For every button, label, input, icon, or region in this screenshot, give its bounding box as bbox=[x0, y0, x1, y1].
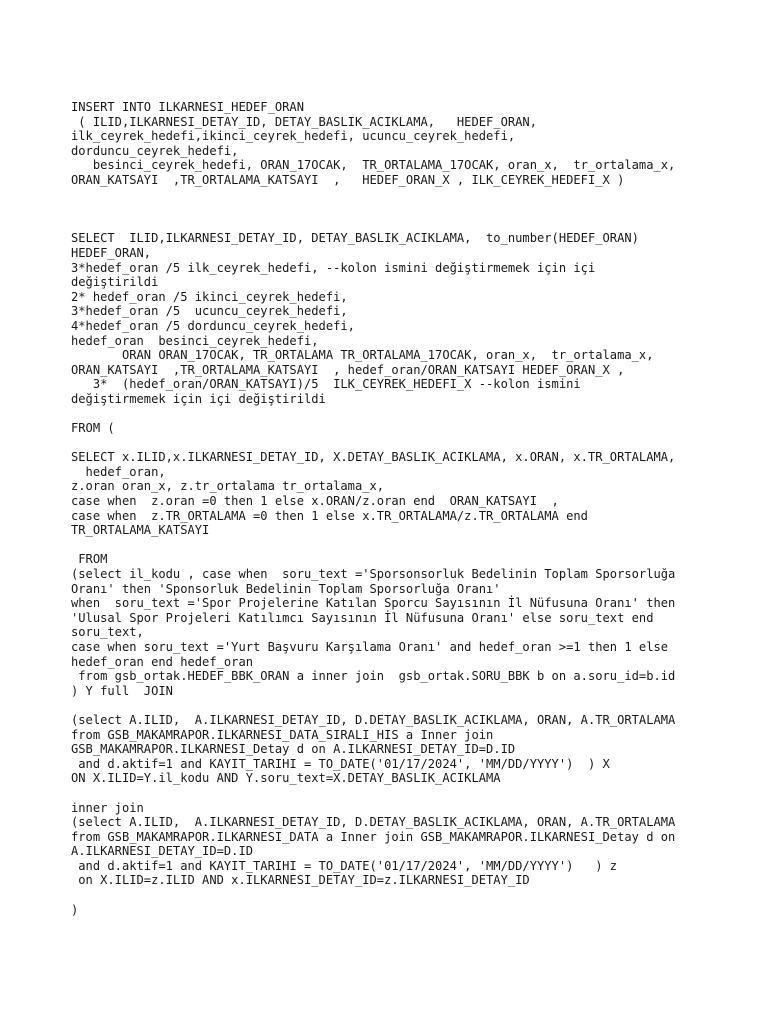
code-line bbox=[71, 406, 711, 421]
code-line: case when z.oran =0 then 1 else x.ORAN/z.oran end ORAN_KATSAYI , bbox=[71, 494, 559, 509]
code-line: 3*hedef_oran /5 ucuncu_ceyrek_hedefi, bbox=[71, 304, 348, 319]
code-line bbox=[71, 888, 711, 903]
code-line: SELECT x.ILID,x.ILKARNESI_DETAY_ID, X.DETAY_BASLIK_ACIKLAMA, x.ORAN, x.TR_ORTALAMA, bbox=[71, 450, 676, 465]
code-line: inner join bbox=[71, 800, 144, 815]
code-line: from GSB_MAKAMRAPOR.ILKARNESI_DATA_SIRALI_HIS a Inner join bbox=[71, 727, 494, 742]
code-line bbox=[71, 217, 711, 232]
code-line bbox=[71, 436, 711, 451]
code-line: ( ILID,ILKARNESI_DETAY_ID, DETAY_BASLIK_ACIKLAMA, HEDEF_ORAN, bbox=[71, 114, 537, 129]
code-line: hedef_oran besinci_ceyrek_hedefi, bbox=[71, 333, 319, 348]
code-line: INSERT INTO ILKARNESI_HEDEF_ORAN bbox=[71, 100, 304, 114]
code-line: Oranı' then 'Sponsorluk Bedelinin Toplam Sporsorluğa Oranı' bbox=[71, 581, 501, 596]
sql-code-block bbox=[71, 100, 711, 917]
code-line bbox=[71, 202, 711, 217]
code-line: besinci_ceyrek_hedefi, ORAN_17OCAK, TR_ORTALAMA_17OCAK, oran_x, tr_ortalama_x, bbox=[71, 158, 676, 173]
code-line: when soru_text ='Spor Projelerine Katılan Sporcu Sayısının İl Nüfusuna Oranı' then bbox=[71, 596, 676, 611]
code-line bbox=[71, 786, 711, 801]
code-line: (select il_kodu , case when soru_text ='Sporsonsorluk Bedelinin Toplam Sporsorluğa bbox=[71, 567, 676, 581]
code-line: z.oran oran_x, z.tr_ortalama tr_ortalama_x, bbox=[71, 479, 385, 494]
code-line: ON X.ILID=Y.il_kodu AND Y.soru_text=X.DETAY_BASLIK_ACIKLAMA bbox=[71, 771, 501, 786]
code-line: GSB_MAKAMRAPOR.ILKARNESI_Detay d on A.ILKARNESI_DETAY_ID=D.ID bbox=[71, 742, 516, 757]
code-line: ilk_ceyrek_hedefi,ikinci_ceyrek_hedefi, ucuncu_ceyrek_hedefi, bbox=[71, 129, 516, 144]
code-line: HEDEF_ORAN, bbox=[71, 245, 152, 260]
code-line bbox=[71, 538, 711, 553]
code-line: 'Ulusal Spor Projeleri Katılımcı Sayısının İl Nüfusuna Oranı' else soru_text end bbox=[71, 610, 654, 625]
code-line: case when z.TR_ORTALAMA =0 then 1 else x.TR_ORTALAMA/z.TR_ORTALAMA end bbox=[71, 508, 588, 523]
code-line: ORAN_KATSAYI ,TR_ORTALAMA_KATSAYI , HEDEF_ORAN_X , ILK_CEYREK_HEDEFI_X ) bbox=[71, 172, 625, 187]
code-line: değiştirmemek için içi değiştirildi bbox=[71, 391, 326, 406]
code-line: FROM ( bbox=[71, 421, 115, 436]
code-line bbox=[71, 188, 711, 203]
code-line: on X.ILID=z.ILID AND x.ILKARNESI_DETAY_ID=z.ILKARNESI_DETAY_ID bbox=[71, 873, 530, 888]
code-line: TR_ORTALAMA_KATSAYI bbox=[71, 523, 210, 538]
code-line: A.ILKARNESI_DETAY_ID=D.ID bbox=[71, 844, 254, 859]
code-line: ) bbox=[71, 902, 79, 917]
code-line: 4*hedef_oran /5 dorduncu_ceyrek_hedefi, bbox=[71, 318, 355, 333]
code-line bbox=[71, 698, 711, 713]
code-line: değiştirildi bbox=[71, 275, 159, 290]
code-line: 2* hedef_oran /5 ikinci_ceyrek_hedefi, bbox=[71, 289, 348, 304]
code-line: hedef_oran, bbox=[71, 464, 166, 479]
code-line: case when soru_text ='Yurt Başvuru Karşılama Oranı' and hedef_oran >=1 then 1 else bbox=[71, 639, 669, 654]
code-line: SELECT ILID,ILKARNESI_DETAY_ID, DETAY_BASLIK_ACIKLAMA, to_number(HEDEF_ORAN) bbox=[71, 231, 639, 246]
code-line: from gsb_ortak.HEDEF_BBK_ORAN a inner join gsb_ortak.SORU_BBK b on a.soru_id=b.id bbox=[71, 669, 676, 684]
code-line: and d.aktif=1 and KAYIT_TARIHI = TO_DATE('01/17/2024', 'MM/DD/YYYY') ) X bbox=[71, 756, 610, 771]
code-line: FROM bbox=[71, 552, 108, 567]
code-line: ORAN_KATSAYI ,TR_ORTALAMA_KATSAYI , hedef_oran/ORAN_KATSAYI HEDEF_ORAN_X , bbox=[71, 362, 625, 377]
code-line: (select A.ILID, A.ILKARNESI_DETAY_ID, D.DETAY_BASLIK_ACIKLAMA, ORAN, A.TR_ORTALAMA bbox=[71, 712, 676, 727]
code-line: ) Y full JOIN bbox=[71, 683, 173, 698]
code-line: ORAN ORAN_17OCAK, TR_ORTALAMA TR_ORTALAMA_17OCAK, oran_x, tr_ortalama_x, bbox=[71, 348, 654, 363]
code-line: dorduncu_ceyrek_hedefi, bbox=[71, 143, 239, 158]
code-line: hedef_oran end hedef_oran bbox=[71, 654, 254, 669]
code-line: 3*hedef_oran /5 ilk_ceyrek_hedefi, --kolon ismini değiştirmemek için içi bbox=[71, 260, 596, 275]
code-line: 3* (hedef_oran/ORAN_KATSAYI)/5 ILK_CEYREK_HEDEFI_X --kolon ismini bbox=[71, 377, 581, 392]
code-line: soru_text, bbox=[71, 625, 144, 640]
code-line: (select A.ILID, A.ILKARNESI_DETAY_ID, D.DETAY_BASLIK_ACIKLAMA, ORAN, A.TR_ORTALAMA bbox=[71, 815, 676, 830]
code-line: and d.aktif=1 and KAYIT_TARIHI = TO_DATE('01/17/2024', 'MM/DD/YYYY') ) z bbox=[71, 858, 618, 873]
code-line: from GSB_MAKAMRAPOR.ILKARNESI_DATA a Inner join GSB_MAKAMRAPOR.ILKARNESI_Detay d on bbox=[71, 829, 676, 844]
